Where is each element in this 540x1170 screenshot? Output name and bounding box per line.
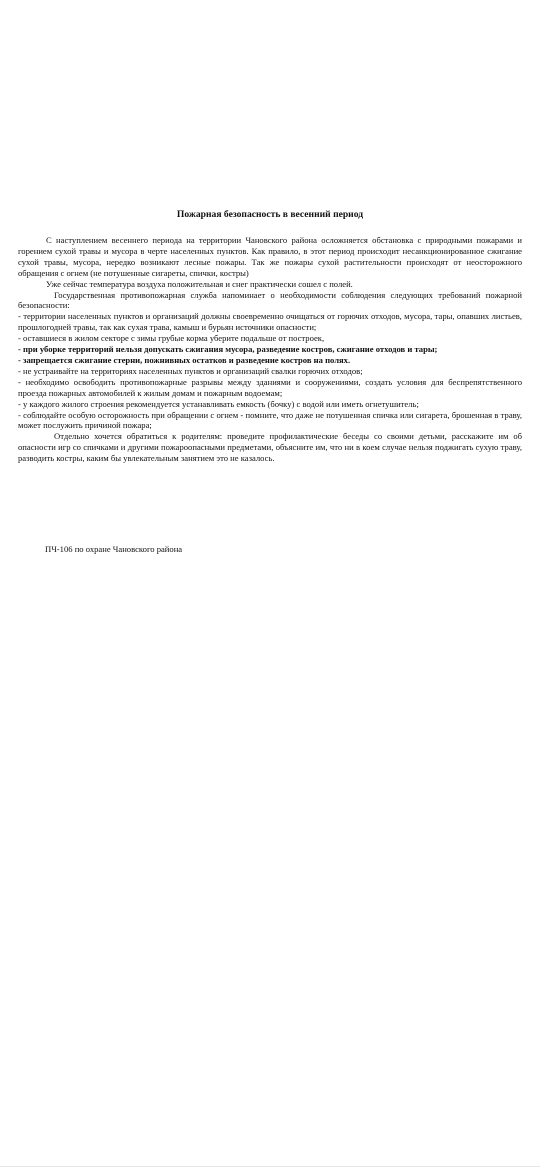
list-item-firebreaks: - необходимо освободить противопожарные разрывы между зданиями и сооружениями, создать условия для беспрепятственного проезда пожарных автомобилей к жилым домам и пожарным водоемам;	[18, 376, 522, 398]
signature: ПЧ-106 по охране Чановского района	[45, 544, 183, 554]
document-body	[18, 235, 522, 464]
paragraph-intro: С наступлением весеннего периода на территории Чановского района осложняется обстановка с природными пожарами и горением сухой травы и мусора в черте населенных пунктов. Как правило, в этот период происходит несанкционированное сжигание сухой травы, мусора, нередко возникают лесные пожары. Так же пожары сухой растительности происходят от неосторожного обращения с огнем (не потушенные сигареты, спички, костры)	[18, 235, 522, 278]
list-item-fodder: - оставшиеся в жилом секторе с зимы грубые корма уберите подальше от построек,	[18, 333, 325, 344]
list-item-dumps: - не устраивайте на территориях населенных пунктов и организаций свалки горючих отходов;	[18, 365, 363, 376]
page-bottom-divider	[0, 1166, 540, 1167]
list-item-fields: - запрещается сжигание стерни, пожнивных остатков и разведение костров на полях.	[18, 354, 351, 365]
list-item-water-tank: - у каждого жилого строения рекомендуется устанавливать емкость (бочку) с водой или иметь огнетушитель;	[18, 398, 419, 409]
paragraph-parents: Отдельно хочется обратиться к родителям: проведите профилактические беседы со своими детьми, расскажите им об опасности игр со спичками и другими пожароопасными предметами, объясните им, что ни в коем случае нельзя поджигать сухую траву, разводить костры, каким бы увлекательным занятием это не казалось.	[18, 431, 522, 464]
paragraph-requirements: Государственная противопожарная служба напоминает о необходимости соблюдения следующих требований пожарной безопасности:	[18, 289, 522, 311]
paragraph-temperature: Уже сейчас температура воздуха положительная и снег практически сошел с полей.	[46, 278, 353, 289]
list-item-cleaning: - территории населенных пунктов и организаций должны своевременно очищаться от горючих отходов, мусора, тары, опавших листьев, прошлогодней травы, так как сухая трава, камыш и бурьян источники опасности;	[18, 311, 522, 333]
list-item-no-burning: - при уборке территорий нельзя допускать сжигания мусора, разведение костров, сжигание отходов и тары;	[18, 344, 438, 355]
document-title: Пожарная безопасность в весенний период	[176, 209, 364, 220]
list-item-caution: - соблюдайте особую осторожность при обращении с огнем - помните, что даже не потушенная спичка или сигарета, брошенная в траву, может послужить причиной пожара;	[18, 409, 522, 431]
